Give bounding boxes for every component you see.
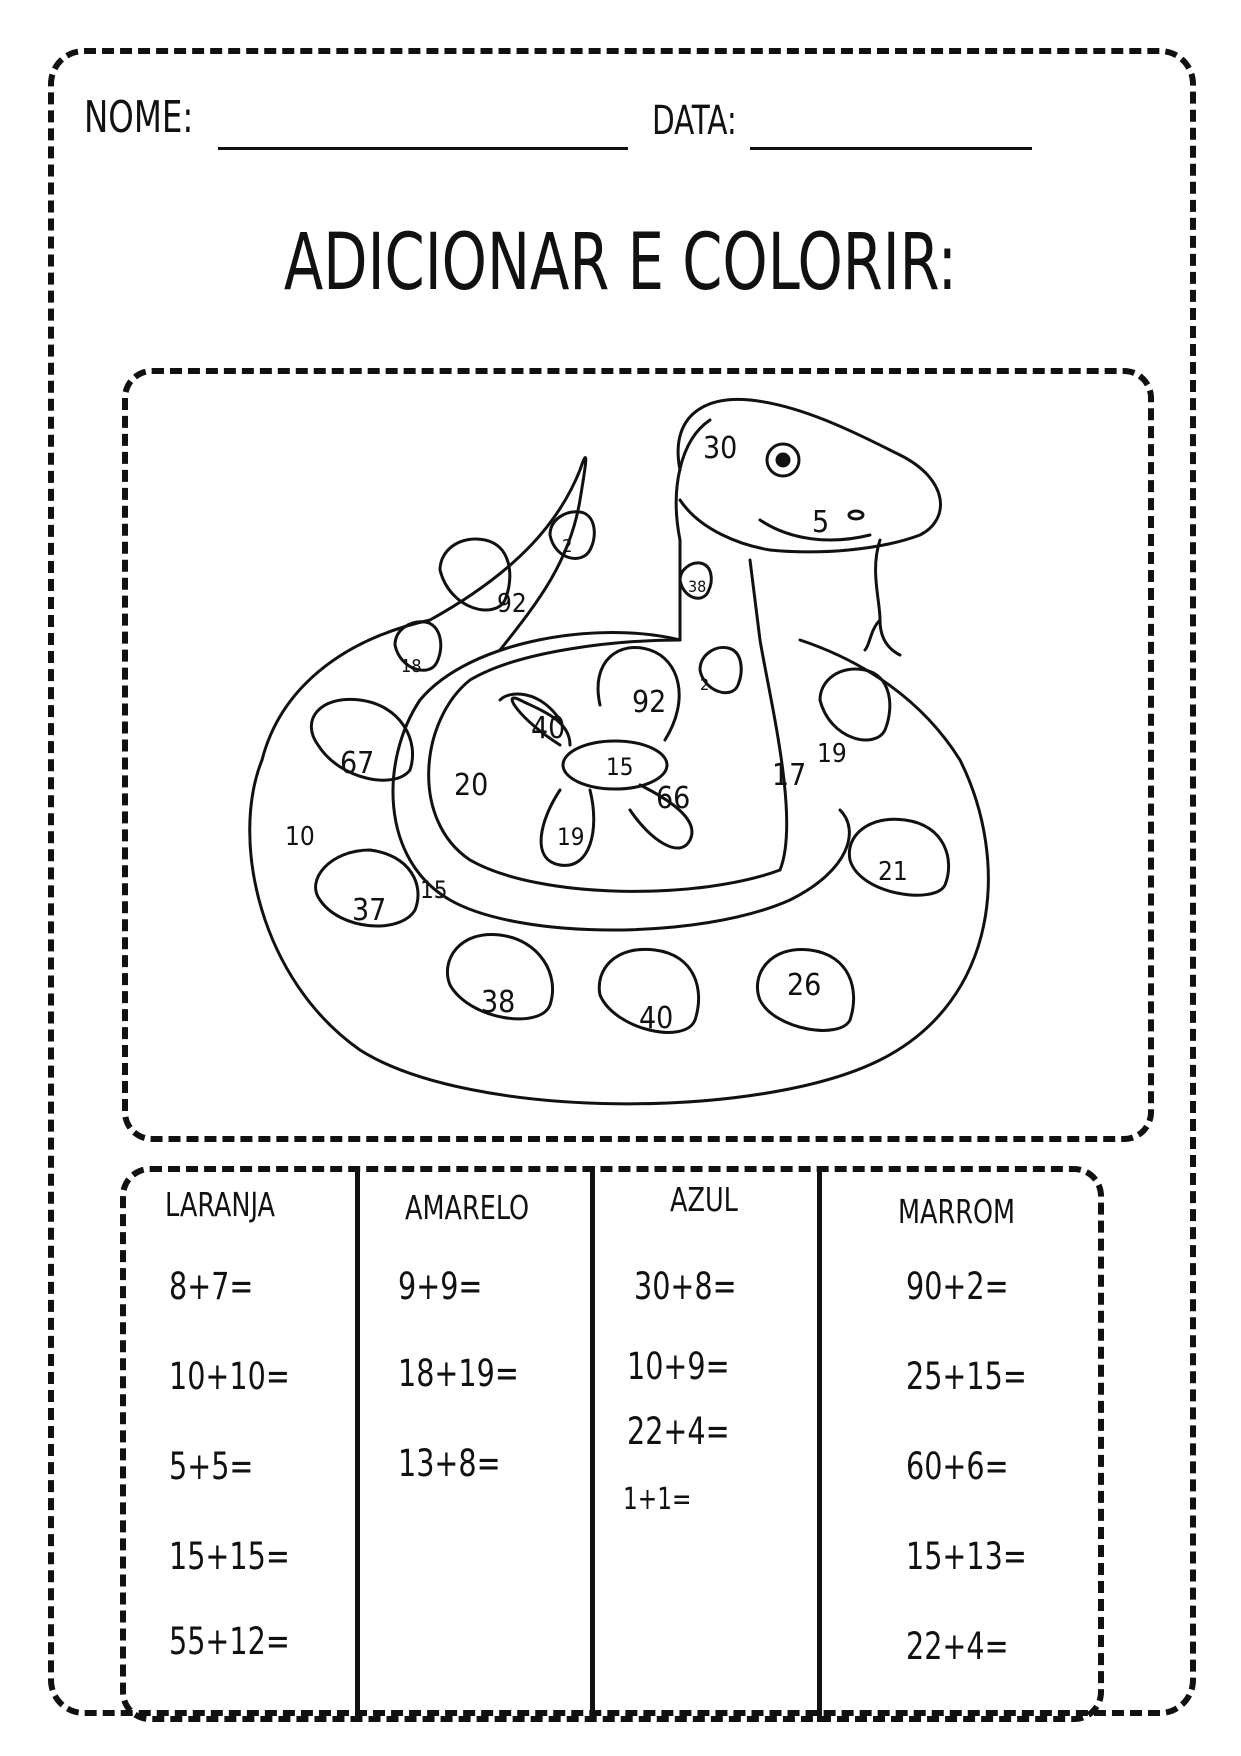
sum-expression: 60+6= xyxy=(906,1445,1009,1488)
sum-expression: 10+9= xyxy=(627,1345,730,1388)
column-header-azul: AZUL xyxy=(670,1180,738,1219)
picture-number: 67 xyxy=(340,746,375,781)
sum-expression: 15+13= xyxy=(906,1535,1027,1578)
sum-expression: 15+15= xyxy=(169,1535,290,1578)
picture-number: 17 xyxy=(772,758,807,793)
column-divider xyxy=(590,1166,595,1722)
head-outline xyxy=(678,399,940,552)
picture-number: 92 xyxy=(632,685,667,720)
picture-number: 15 xyxy=(606,753,634,781)
page-title: ADICIONAR E COLORIR: xyxy=(283,218,958,308)
picture-number: 5 xyxy=(812,505,830,540)
sum-expression: 25+15= xyxy=(906,1355,1027,1398)
sum-expression: 22+4= xyxy=(906,1625,1009,1668)
sum-expression: 8+7= xyxy=(169,1265,254,1308)
sum-expression: 9+9= xyxy=(398,1265,483,1308)
picture-number: 15 xyxy=(420,876,448,904)
picture-number: 10 xyxy=(285,822,315,852)
picture-number: 37 xyxy=(352,893,387,928)
picture-number: 38 xyxy=(481,985,516,1020)
picture-number: 66 xyxy=(656,781,691,816)
sum-expression: 55+12= xyxy=(169,1620,290,1663)
picture-number: 38 xyxy=(688,577,707,596)
picture-number: 2 xyxy=(562,536,573,557)
picture-number: 18 xyxy=(401,656,422,677)
picture-number: 19 xyxy=(817,739,847,769)
picture-number: 30 xyxy=(703,431,738,466)
column-header-marrom: MARROM xyxy=(898,1192,1016,1231)
picture-number: 19 xyxy=(557,823,585,851)
sum-expression: 22+4= xyxy=(627,1410,730,1453)
picture-number: 40 xyxy=(531,711,566,746)
column-header-amarelo: AMARELO xyxy=(405,1188,530,1227)
column-divider xyxy=(817,1166,822,1722)
column-header-laranja: LARANJA xyxy=(165,1185,275,1224)
tongue xyxy=(865,540,900,655)
date-label: DATA: xyxy=(652,98,737,144)
sum-expression: 13+8= xyxy=(398,1442,501,1485)
sum-expression: 90+2= xyxy=(906,1265,1009,1308)
sum-expression: 30+8= xyxy=(634,1265,737,1308)
picture-number: 20 xyxy=(454,768,489,803)
name-label: NOME: xyxy=(84,92,194,143)
picture-number: 21 xyxy=(878,857,908,887)
picture-number: 92 xyxy=(497,589,527,619)
sum-expression: 10+10= xyxy=(169,1355,290,1398)
column-divider xyxy=(355,1166,360,1722)
sum-expression: 5+5= xyxy=(169,1445,254,1488)
sum-expression: 1+1= xyxy=(623,1482,692,1517)
picture-number: 40 xyxy=(639,1001,674,1036)
picture-number: 2 xyxy=(700,675,710,694)
sum-expression: 18+19= xyxy=(398,1352,519,1395)
picture-number: 26 xyxy=(787,968,822,1003)
